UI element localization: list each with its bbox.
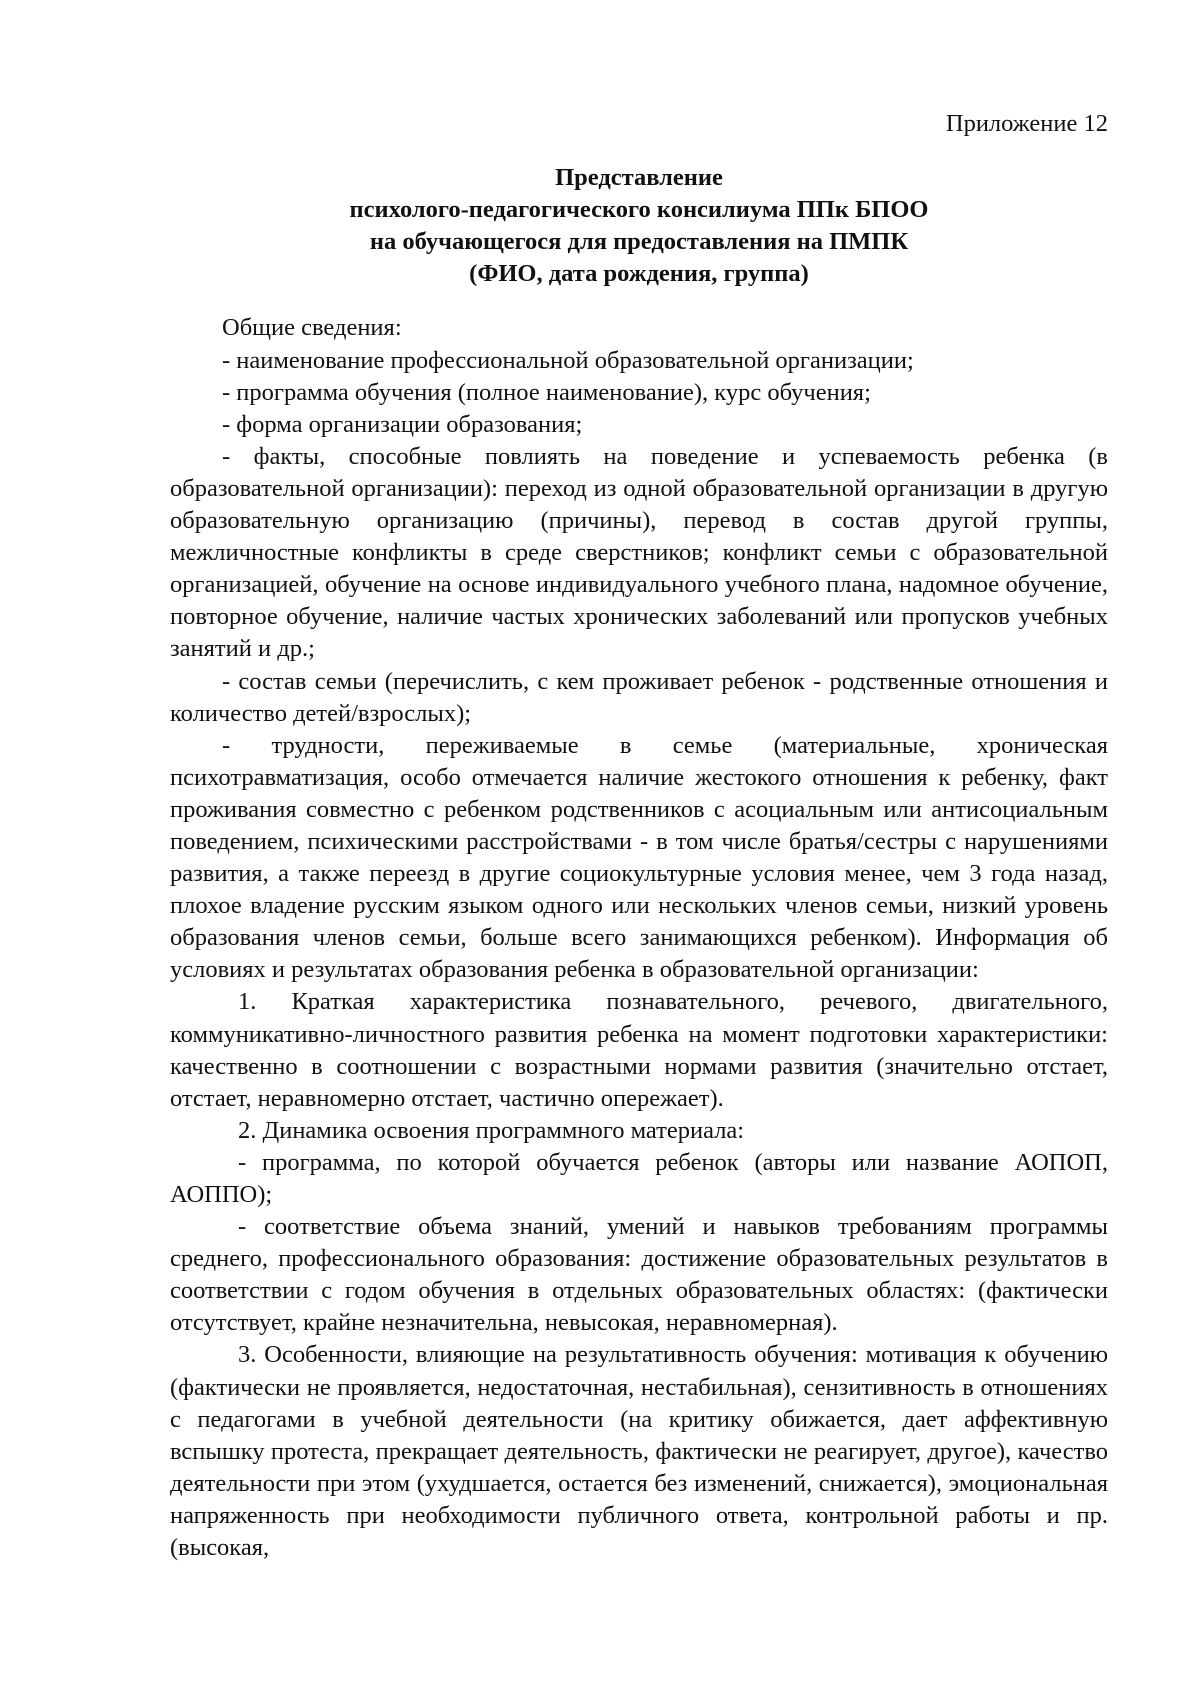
document-title bbox=[170, 162, 1108, 290]
general-item-program: - программа обучения (полное наименование), курс обучения; bbox=[222, 378, 871, 406]
general-item-form: - форма организации образования; bbox=[222, 410, 583, 438]
general-item-facts: - факты, способные повлиять на поведение и успеваемость ребенка (в образовательной организации): переход из одной образовательной организации в другую образовательную организацию (причины), перевод в состав другой группы, межличностные конфликты в среде сверстников; конфликт семьи с образовательной организацией, обучение на основе индивидуального учебного плана, надомное обучение, повторное обучение, наличие частых хронических заболеваний или пропусков учебных занятий и др.; bbox=[170, 442, 1108, 663]
document-body bbox=[170, 312, 1108, 1564]
title-line-2: психолого-педагогического консилиума ППк БПОО bbox=[349, 196, 929, 224]
title-line-3: на обучающегося для предоставления на ПМПК bbox=[369, 228, 909, 256]
general-item-difficulties: - трудности, переживаемые в семье (материальные, хроническая психотравматизация, особо отмечается наличие жестокого отношения к ребенку, факт проживания совместно с ребенком родственников с асоциальным или антисоциальным поведением, психическими расстройствами - в том числе братья/сестры с нарушениями развития, а также переезд в другие социокультурные условия менее, чем 3 года назад, плохое владение русским языком одного или нескольких членов семьи, низкий уровень образования членов семьи, больше всего занимающихся ребенком). Информация об условиях и результатах образования ребенка в образовательной организации: bbox=[170, 731, 1108, 984]
section-1-development: 1. Краткая характеристика познавательного, речевого, двигательного, коммуникативно-личностного развития ребенка на момент подготовки характеристики: качественно в соотношении с возрастными нормами развития (значительно отстает, отстает, неравномерно отстает, частично опережает). bbox=[170, 988, 1108, 1112]
general-item-family: - состав семьи (перечислить, с кем проживает ребенок - родственные отношения и количество детей/взрослых); bbox=[170, 667, 1108, 727]
section-3-features: 3. Особенности, влияющие на результативность обучения: мотивация к обучению (фактически не проявляется, недостаточная, нестабильная), сензитивность в отношениях с педагогами в учебной деятельности (на критику обижается, дает аффективную вспышку протеста, прекращает деятельность, фактически не реагирует, другое), качество деятельности при этом (ухудшается, остается без изменений, снижается), эмоциональная напряженность при необходимости публичного ответа, контрольной работы и пр. (высокая, bbox=[170, 1341, 1108, 1562]
general-item-org-name: - наименование профессиональной образовательной организации; bbox=[222, 346, 914, 374]
section-2-heading: 2. Динамика освоения программного материала: bbox=[238, 1116, 745, 1144]
appendix-label: Приложение 12 bbox=[945, 110, 1108, 137]
section-2-compliance: - соответствие объема знаний, умений и навыков требованиям программы среднего, профессионального образования: достижение образовательных результатов в соответствии с годом обучения в отдельных образовательных областях: (фактически отсутствует, крайне незначительна, невысокая, неравномерная). bbox=[170, 1213, 1108, 1337]
general-heading: Общие сведения: bbox=[222, 314, 402, 342]
title-line-1: Представление bbox=[555, 164, 723, 192]
title-line-4: (ФИО, дата рождения, группа) bbox=[469, 260, 809, 288]
section-2-program: - программа, по которой обучается ребенок (авторы или название АОПОП, АОППО); bbox=[170, 1148, 1108, 1208]
